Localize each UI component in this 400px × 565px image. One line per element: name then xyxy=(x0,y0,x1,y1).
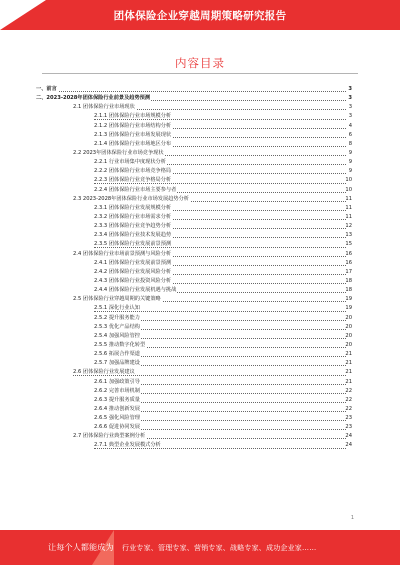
toc-entry-page: 19 xyxy=(345,305,352,312)
toc-entry-label: 2.3.2 团体保险行业市场需求分析 xyxy=(94,213,172,220)
toc-entry-label: 二、2023-2028年团体保险行业前景及趋势预测 xyxy=(36,95,151,102)
toc-entry-label: 2.5.4 加强风险管控 xyxy=(94,332,140,339)
toc-entry-label: 2.4 团体保险行业市场前景预测与风险分析 xyxy=(73,250,172,257)
toc-entry-page: 18 xyxy=(345,277,352,284)
toc-entry-page: 16 xyxy=(345,259,352,266)
toc-entry-label: 2.1 团体保险行业市场现状 xyxy=(73,104,135,111)
toc-entry[interactable] xyxy=(36,405,352,414)
toc-entry-page: 12 xyxy=(345,223,352,230)
toc-entry-page: 3 xyxy=(348,95,352,102)
toc-entry[interactable] xyxy=(36,94,352,103)
toc-entry-page: 21 xyxy=(345,360,352,367)
toc-entry[interactable] xyxy=(36,332,352,341)
toc-entry-label: 2.2.4 团体保险行业市场主要参与者 xyxy=(94,186,177,193)
toc-entry-label: 2.5 团体保险行业穿越周期的关键策略 xyxy=(73,296,161,303)
toc-entry-page: 20 xyxy=(345,323,352,330)
toc-entry-page: 24 xyxy=(345,442,352,449)
toc-entry[interactable] xyxy=(36,167,352,176)
toc-entry-page: 23 xyxy=(345,424,352,431)
toc-entry[interactable] xyxy=(36,323,352,332)
toc-entry-label: 2.7 团体保险行业典型案例分析 xyxy=(73,433,146,440)
toc-entry-label: 2.6.1 加强政策引导 xyxy=(94,378,140,385)
toc-entry[interactable] xyxy=(36,140,352,149)
toc-entry-label: 2.5.5 推动数字化转型 xyxy=(94,341,146,348)
toc-entry-label: 2.6.5 强化风险管理 xyxy=(94,415,140,422)
toc-entry[interactable] xyxy=(36,103,352,112)
table-of-contents xyxy=(36,85,352,451)
toc-entry-page: 9 xyxy=(348,159,352,166)
toc-entry-page: 9 xyxy=(348,168,352,175)
toc-entry[interactable] xyxy=(36,432,352,441)
toc-entry[interactable] xyxy=(36,414,352,423)
toc-heading: 内容目录 xyxy=(175,56,225,70)
toc-entry-label: 2.3.4 团体保险行业技术发展趋势 xyxy=(94,232,172,239)
toc-entry-label: 一、前言 xyxy=(36,86,57,92)
toc-entry[interactable] xyxy=(36,131,352,140)
report-title: 团体保险企业穿越周期策略研究报告 xyxy=(113,10,287,22)
toc-entry-label: 2.2.2 团体保险行业市场竞争格局 xyxy=(94,168,172,175)
toc-entry[interactable] xyxy=(36,341,352,350)
toc-entry[interactable] xyxy=(36,186,352,195)
toc-entry[interactable] xyxy=(36,222,352,231)
toc-entry-label: 2.3.3 团体保险行业竞争趋势分析 xyxy=(94,223,172,230)
page-number: 1 xyxy=(350,515,354,521)
footer-slogan: 让每个人都能成为 xyxy=(48,542,114,552)
toc-entry[interactable] xyxy=(36,122,352,131)
toc-entry-label: 2.7.1 典型企业发展模式分析 xyxy=(94,442,161,449)
toc-entry-label: 2.2 2023年团体保险行业市场竞争现状 xyxy=(73,149,164,156)
toc-entry-label: 2.6.6 促进协同发展 xyxy=(94,424,140,431)
toc-entry[interactable] xyxy=(36,396,352,405)
toc-entry-label: 2.3 2023-2028年团体保险行业市场发展趋势分析 xyxy=(73,195,189,202)
toc-entry-page: 20 xyxy=(345,314,352,321)
toc-entry[interactable] xyxy=(36,240,352,249)
toc-entry[interactable] xyxy=(36,213,352,222)
toc-entry[interactable] xyxy=(36,314,352,323)
toc-entry-page: 6 xyxy=(348,131,352,138)
toc-entry[interactable] xyxy=(36,204,352,213)
toc-entry-label: 2.3.1 团体保险行业发展规模分析 xyxy=(94,204,172,211)
toc-entry-page: 3 xyxy=(348,104,352,111)
toc-entry[interactable] xyxy=(36,176,352,185)
toc-entry[interactable] xyxy=(36,277,352,286)
toc-entry[interactable] xyxy=(36,85,352,94)
toc-entry-label: 2.5.2 提升服务能力 xyxy=(94,314,140,321)
toc-entry-label: 2.4.1 团体保险行业发展前景预测 xyxy=(94,259,172,266)
toc-entry-label: 2.3.5 团体保险行业发展前景预测 xyxy=(94,241,172,248)
toc-entry-page: 3 xyxy=(348,113,352,120)
toc-entry[interactable] xyxy=(36,259,352,268)
toc-entry[interactable] xyxy=(36,350,352,359)
toc-entry-label: 2.6.2 完善市场机制 xyxy=(94,387,140,394)
toc-entry[interactable] xyxy=(36,231,352,240)
toc-entry-label: 2.1.3 团体保险行业市场发展现状 xyxy=(94,131,172,138)
toc-entry[interactable] xyxy=(36,441,352,450)
toc-entry-page: 9 xyxy=(348,149,352,156)
toc-entry[interactable] xyxy=(36,387,352,396)
toc-entry[interactable] xyxy=(36,112,352,121)
toc-entry-page: 22 xyxy=(345,405,352,412)
toc-entry-page: 19 xyxy=(345,296,352,303)
toc-entry-label: 2.6.3 提升服务质量 xyxy=(94,396,140,403)
toc-entry-label: 2.4.2 团体保险行业发展风险分析 xyxy=(94,268,172,275)
toc-entry[interactable] xyxy=(36,295,352,304)
footer-tagline: 行业专家、管理专家、营销专家、战略专家、成功企业家…… xyxy=(122,544,317,552)
toc-entry-page: 11 xyxy=(345,204,352,211)
toc-entry-label: 2.5.3 优化产品结构 xyxy=(94,323,140,330)
toc-entry-label: 2.1.2 团体保险行业市场结构分析 xyxy=(94,122,172,129)
toc-entry[interactable] xyxy=(36,378,352,387)
toc-entry-label: 2.1.1 团体保险行业市场规模分析 xyxy=(94,113,172,120)
toc-entry-page: 21 xyxy=(345,351,352,358)
toc-entry-page: 8 xyxy=(348,140,352,147)
toc-entry[interactable] xyxy=(36,286,352,295)
toc-entry[interactable] xyxy=(36,250,352,259)
toc-entry[interactable] xyxy=(36,158,352,167)
toc-entry-page: 13 xyxy=(345,232,352,239)
toc-entry-page: 21 xyxy=(345,378,352,385)
toc-entry[interactable] xyxy=(36,149,352,158)
toc-entry[interactable] xyxy=(36,268,352,277)
toc-entry-label: 2.4.3 团体保险行业投资风险分析 xyxy=(94,277,172,284)
toc-entry-label: 2.6 团体保险行业发展建议 xyxy=(73,369,135,376)
toc-entry-page: 18 xyxy=(345,287,352,294)
toc-entry-label: 2.2.3 团体保险行业竞争格局分析 xyxy=(94,177,172,184)
toc-entry-page: 3 xyxy=(348,86,352,92)
toc-entry-page: 11 xyxy=(345,195,352,202)
toc-entry[interactable] xyxy=(36,304,352,313)
toc-entry-page: 10 xyxy=(345,177,352,184)
toc-entry-page: 22 xyxy=(345,387,352,394)
report-header-banner xyxy=(0,0,400,30)
toc-entry-page: 10 xyxy=(345,186,352,193)
toc-entry-page: 17 xyxy=(345,268,352,275)
toc-entry-label: 2.4.4 团体保险行业发展机遇与挑战 xyxy=(94,287,177,294)
toc-entry-page: 4 xyxy=(348,122,352,129)
toc-entry-page: 16 xyxy=(345,250,352,257)
toc-divider xyxy=(42,73,358,74)
toc-entry-label: 2.1.4 团体保险行业市场地区分布 xyxy=(94,140,172,147)
toc-entry-page: 22 xyxy=(345,396,352,403)
toc-entry-label: 2.5.7 加强品牌建设 xyxy=(94,360,140,367)
toc-entry-page: 15 xyxy=(345,241,352,248)
toc-entry-label: 2.5.6 拓展合作渠道 xyxy=(94,351,140,358)
toc-entry[interactable] xyxy=(36,359,352,368)
toc-entry-page: 20 xyxy=(345,332,352,339)
toc-leader-dots xyxy=(36,91,346,92)
footer-banner xyxy=(0,530,400,565)
toc-entry-page: 24 xyxy=(345,433,352,440)
toc-entry-label: 2.5.1 深化行业认知 xyxy=(94,305,140,312)
toc-entry[interactable] xyxy=(36,195,352,204)
toc-entry-label: 2.6.4 推动创新发展 xyxy=(94,405,140,412)
toc-entry[interactable] xyxy=(36,423,352,432)
toc-entry-page: 21 xyxy=(345,369,352,376)
toc-entry[interactable] xyxy=(36,368,352,377)
toc-entry-page: 20 xyxy=(345,341,352,348)
toc-entry-page: 23 xyxy=(345,415,352,422)
toc-entry-label: 2.2.1 行业市场集中度现状分析 xyxy=(94,159,166,166)
toc-entry-page: 11 xyxy=(345,213,352,220)
